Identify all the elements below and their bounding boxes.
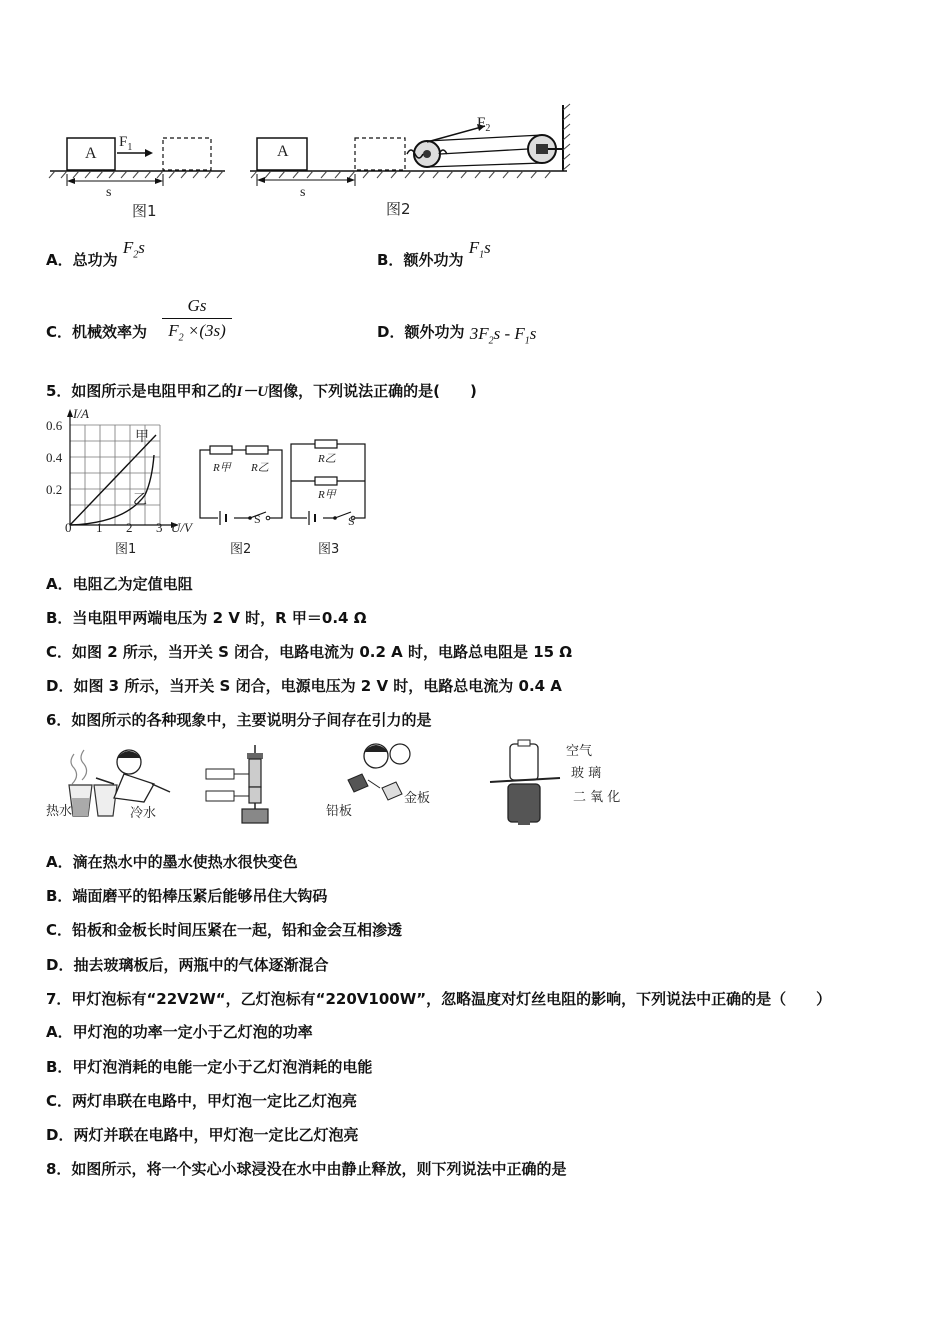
q5-option-a: A．电阻乙为定值电阻 [46, 575, 193, 593]
q5-graph-caption: 图1 [115, 542, 137, 557]
q5-graph-curve-yi-label: 乙 [133, 493, 147, 508]
q4-fig2-caption: 图2 [386, 200, 411, 218]
q5-stem: 5．如图所示是电阻甲和乙的I－U图像，下列说法正确的是( ) [46, 382, 477, 400]
q4-option-d: D．额外功为 $3F_2s - F_1s$ [377, 323, 537, 347]
q4-fig2-block-label: A [277, 143, 289, 160]
q8-stem: 8．如图所示，将一个实心小球浸没在水中由静止释放，则下列说法中正确的是 [46, 1160, 567, 1178]
q4-figure-2 [245, 100, 575, 210]
q6-label-lead-plate: 铅板 [326, 804, 353, 819]
q4-option-b: B．额外功为 $F_1s$ [377, 238, 491, 269]
q6-label-glass: 玻 璃 [571, 766, 602, 781]
q5-option-d: D．如图 3 所示，当开关 S 闭合，电源电压为 2 V 时，电路总电流为 0.4 A [46, 677, 562, 695]
q6-option-b: B．端面磨平的铅棒压紧后能够吊住大钩码 [46, 887, 328, 905]
q7-option-a: A．甲灯泡的功率一定小于乙灯泡的功率 [46, 1023, 313, 1041]
q4-fig1-block-label: A [85, 145, 97, 162]
q4-option-c: C．机械效率为 [46, 323, 148, 341]
q7-option-b: B．甲灯泡消耗的电能一定小于乙灯泡消耗的电能 [46, 1058, 373, 1076]
q4-fig1-caption: 图1 [132, 202, 157, 220]
q5-fig2-switch: S [254, 512, 261, 526]
q5-graph-ytick: 0.6 [46, 418, 63, 433]
q6-label-cold-water: 冷水 [130, 806, 157, 821]
q5-fig3-r-yi: R乙 [318, 453, 336, 465]
q5-graph-ylabel: I/A [73, 406, 89, 421]
q4-option-a: A．总功为 $F_2s$ [46, 238, 145, 269]
q5-fig2-caption: 图2 [230, 542, 252, 557]
q5-fig3-r-jia: R甲 [318, 489, 336, 501]
q7-option-d: D．两灯并联在电路中，甲灯泡一定比乙灯泡亮 [46, 1126, 359, 1144]
q5-fig2-r-jia: R甲 [213, 462, 231, 474]
q5-graph-xtick: 0 [65, 520, 72, 535]
q6-label-no2: 二 氧 化 [573, 790, 621, 805]
q6-option-c: C．铅板和金板长时间压紧在一起，铅和金会互相渗透 [46, 921, 403, 939]
q5-graph-xtick: 1 [96, 520, 103, 535]
q5-option-b: B．当电阻甲两端电压为 2 V 时，R 甲＝0.4 Ω [46, 609, 367, 627]
q7-stem: 7．甲灯泡标有“22V2W“，乙灯泡标有“220V100W”，忽略温度对灯丝电阻的影响，下列说法中正确的是（ ） [46, 990, 832, 1008]
q5-fig2-r-yi: R乙 [251, 462, 269, 474]
q6-stem: 6．如图所示的各种现象中，主要说明分子间存在引力的是 [46, 711, 432, 729]
q5-fig3-switch: S [348, 514, 355, 528]
q6-label-hot-water: 热水 [46, 804, 73, 819]
q4-fig1-force-label: $F_1$ [119, 134, 133, 153]
q4-option-c-fraction: Gs $F_2 \times(3s)$ [162, 296, 232, 343]
q6-option-d: D．抽去玻璃板后，两瓶中的气体逐渐混合 [46, 956, 329, 974]
q6-label-air: 空气 [566, 744, 593, 759]
q5-graph-xtick: 3 [156, 520, 163, 535]
q7-option-c: C．两灯串联在电路中，甲灯泡一定比乙灯泡亮 [46, 1092, 358, 1110]
q6-option-a: A．滴在热水中的墨水使热水很快变色 [46, 853, 298, 871]
q4-fig2-distance-label: s [300, 185, 306, 200]
q4-fig2-force-label: $F_2$ [477, 115, 491, 134]
q5-graph-xlabel: U/V [171, 520, 192, 535]
q5-graph-curve-jia-label: 甲 [135, 430, 149, 445]
q5-fig3-caption: 图3 [318, 542, 340, 557]
q6-label-gold-plate: 金板 [404, 791, 431, 806]
q6-picture-gas-jars [488, 740, 568, 826]
q5-graph-ytick: 0.2 [46, 482, 63, 497]
q5-circuit-fig2 [198, 440, 288, 530]
q5-graph-ytick: 0.4 [46, 450, 63, 465]
q5-option-c: C．如图 2 所示，当开关 S 闭合，电路电流为 0.2 A 时，电路总电阻是 15 Ω [46, 643, 573, 661]
q4-fig1-distance-label: s [106, 185, 112, 200]
q6-picture-lead-rods [200, 743, 280, 828]
q5-graph-xtick: 2 [126, 520, 133, 535]
